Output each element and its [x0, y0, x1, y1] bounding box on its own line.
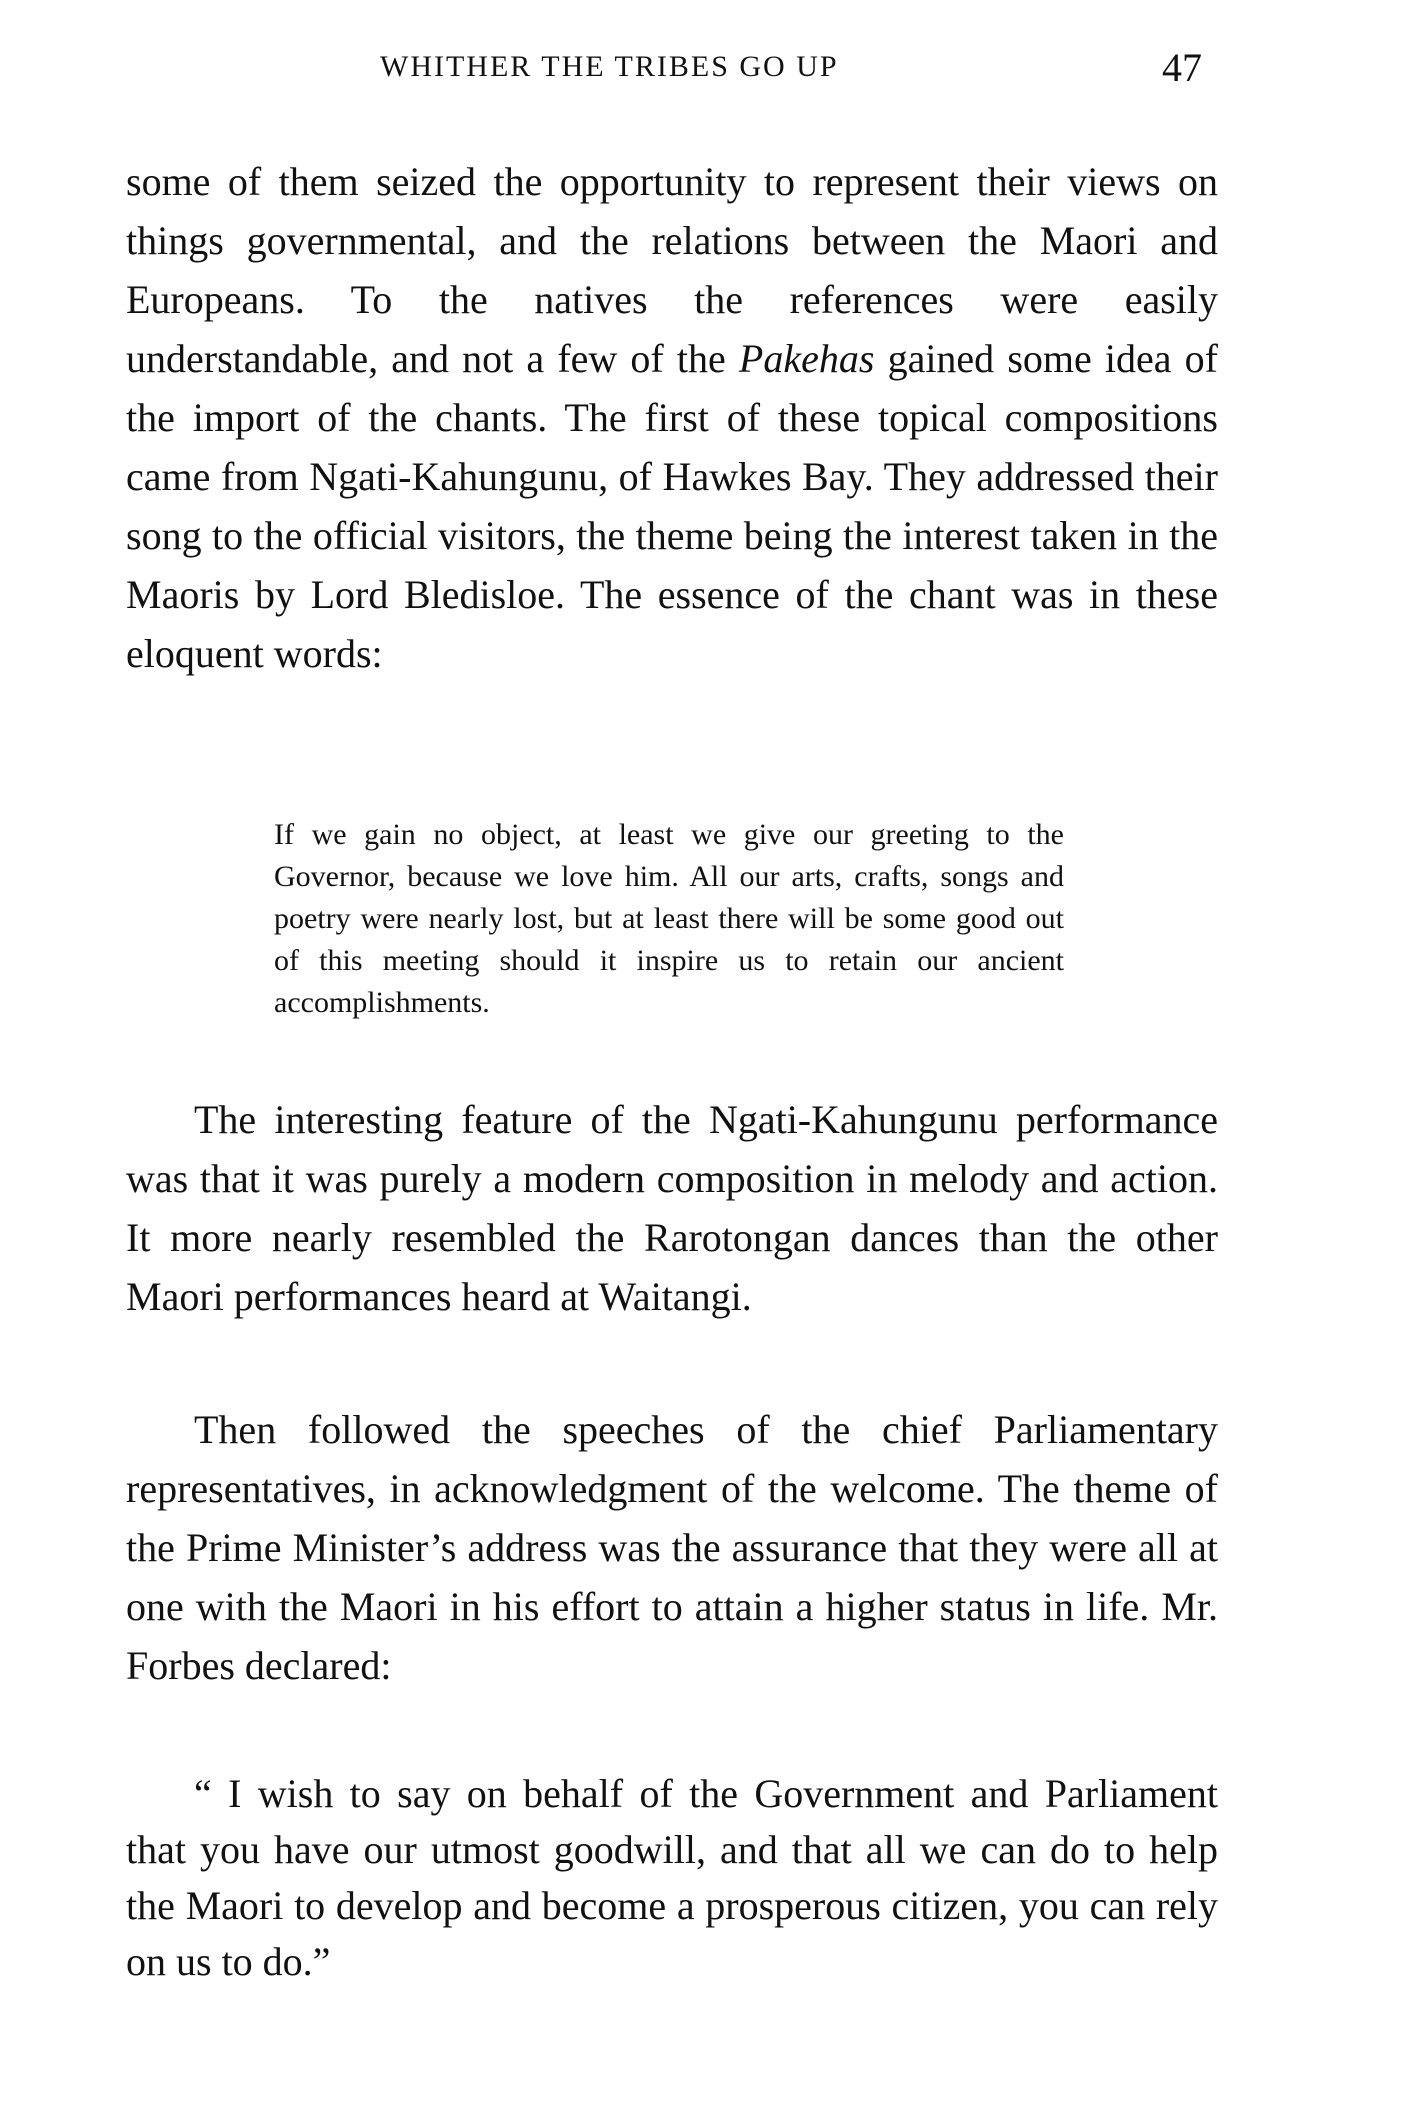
- page-number: 47: [1162, 45, 1202, 90]
- block-quote: [274, 814, 1064, 1024]
- paragraph-1: [126, 152, 1218, 683]
- paragraph-4: [126, 1766, 1218, 1990]
- paragraph-2: [126, 1090, 1218, 1326]
- paragraph-3-text: Then followed the speeches of the chief Parliamentary representatives, in acknowledgment of the welcome. The theme of the Prime Minister’s address was the assurance that they were all at one with the Maori in his effort to attain a higher status in life. Mr. Forbes declared:: [126, 1407, 1218, 1688]
- paragraph-4-text: “ I wish to say on behalf of the Government and Parliament that you have our utmost goodwill, and that all we can do to help the Maori to develop and become a prosperous citizen, you can rely on us to do.”: [126, 1771, 1218, 1984]
- block-quote-text: If we gain no object, at least we give our greeting to the Governor, because we love him. All our arts, crafts, songs and poetry were nearly lost, but at least there will be some good out of this meeting should it inspire us to retain our ancient accomplishments.: [274, 818, 1064, 1019]
- paragraph-1-text-start: some of them seized the opportunity to represent their views on things governmental, and the relations between the Maori and Europeans. To the natives the references were easily understandable, and not a few of the: [126, 159, 1218, 381]
- paragraph-1-text-end: gained some idea of the import of the chants. The first of these topical compositions came from Ngati-Kahungunu, of Hawkes Bay. They addressed their song to the official visitors, the theme being the interest taken in the Maoris by Lord Bledisloe. The essence of the chant was in these eloquent words:: [126, 336, 1218, 676]
- running-head: WHITHER THE TRIBES GO UP: [380, 50, 839, 83]
- paragraph-3: [126, 1400, 1218, 1695]
- paragraph-2-text: The interesting feature of the Ngati-Kahungunu performance was that it was purely a modern composition in melody and action. It more nearly resembled the Rarotongan dances than the other Maori performances heard at Waitangi.: [126, 1097, 1218, 1319]
- italic-term: Pakehas: [738, 336, 875, 381]
